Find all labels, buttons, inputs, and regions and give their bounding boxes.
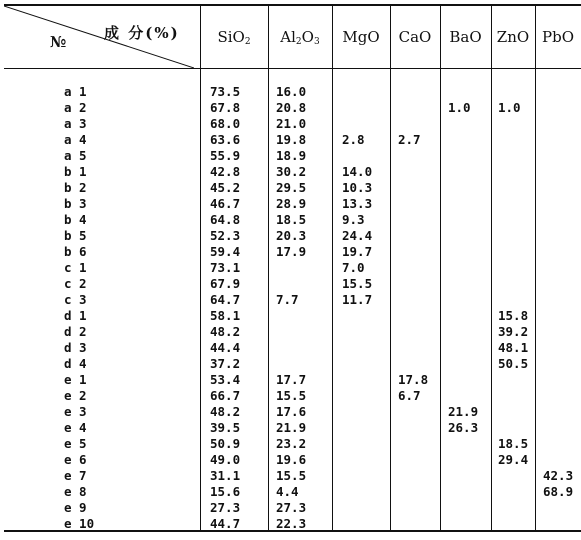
table-cell-sio2: 45.2 [210, 180, 241, 195]
table-cell-al2o3: 7.7 [276, 292, 299, 307]
table-cell-mgo: 11.7 [342, 292, 373, 307]
number-header: № [50, 33, 67, 51]
table-cell-sio2: 64.8 [210, 212, 241, 227]
table-cell-bao: 21.9 [448, 404, 479, 419]
table-cell-al2o3: 23.2 [276, 436, 307, 451]
table-cell-al2o3: 19.6 [276, 452, 307, 467]
table-cell-al2o3: 17.7 [276, 372, 307, 387]
row-label: a 3 [64, 116, 87, 131]
table-cell-al2o3: 17.9 [276, 244, 307, 259]
table-cell-al2o3: 28.9 [276, 196, 307, 211]
row-label: e 4 [64, 420, 87, 435]
table-cell-al2o3: 21.0 [276, 116, 307, 131]
table-cell-sio2: 53.4 [210, 372, 241, 387]
column-header-mgo: MgO [342, 28, 380, 46]
table-cell-sio2: 27.3 [210, 500, 241, 515]
table-cell-sio2: 52.3 [210, 228, 241, 243]
column-header-cao: CaO [398, 28, 432, 46]
table-cell-cao: 17.8 [398, 372, 429, 387]
table-cell-sio2: 42.8 [210, 164, 241, 179]
row-label: d 3 [64, 340, 87, 355]
row-label: d 1 [64, 308, 87, 323]
table-cell-mgo: 19.7 [342, 244, 373, 259]
table-cell-al2o3: 21.9 [276, 420, 307, 435]
table-cell-zno: 1.0 [498, 100, 521, 115]
column-divider [200, 4, 201, 530]
table-cell-sio2: 48.2 [210, 324, 241, 339]
table-cell-mgo: 13.3 [342, 196, 373, 211]
header-rule [4, 68, 581, 69]
column-header-sio2: SiO$_2$ [217, 28, 251, 47]
table-cell-al2o3: 20.8 [276, 100, 307, 115]
composition-table [4, 0, 581, 540]
row-label: a 5 [64, 148, 87, 163]
table-cell-pbo: 42.3 [543, 468, 574, 483]
table-cell-zno: 39.2 [498, 324, 529, 339]
table-cell-zno: 29.4 [498, 452, 529, 467]
column-divider [535, 4, 536, 530]
table-cell-al2o3: 30.2 [276, 164, 307, 179]
row-label: b 5 [64, 228, 87, 243]
column-divider [491, 4, 492, 530]
row-label: c 1 [64, 260, 87, 275]
table-cell-al2o3: 18.5 [276, 212, 307, 227]
table-cell-al2o3: 17.6 [276, 404, 307, 419]
row-label: d 4 [64, 356, 87, 371]
row-label: e 10 [64, 516, 95, 531]
table-cell-al2o3: 29.5 [276, 180, 307, 195]
table-cell-sio2: 46.7 [210, 196, 241, 211]
row-label: a 1 [64, 84, 87, 99]
table-cell-cao: 6.7 [398, 388, 421, 403]
table-cell-mgo: 14.0 [342, 164, 373, 179]
row-label: e 5 [64, 436, 87, 451]
table-cell-cao: 2.7 [398, 132, 421, 147]
row-label: e 2 [64, 388, 87, 403]
column-header-pbo: PbO [542, 28, 574, 46]
table-cell-bao: 26.3 [448, 420, 479, 435]
table-cell-mgo: 24.4 [342, 228, 373, 243]
column-header-bao: BaO [449, 28, 482, 46]
table-cell-zno: 18.5 [498, 436, 529, 451]
table-cell-sio2: 63.6 [210, 132, 241, 147]
row-label: b 1 [64, 164, 87, 179]
row-label: e 9 [64, 500, 87, 515]
table-cell-al2o3: 20.3 [276, 228, 307, 243]
table-cell-al2o3: 18.9 [276, 148, 307, 163]
row-label: e 6 [64, 452, 87, 467]
row-label: d 2 [64, 324, 87, 339]
table-cell-mgo: 2.8 [342, 132, 365, 147]
table-cell-zno: 15.8 [498, 308, 529, 323]
table-cell-sio2: 48.2 [210, 404, 241, 419]
row-label: e 1 [64, 372, 87, 387]
row-label: c 3 [64, 292, 87, 307]
column-header-al2o3: $Al_2O_3$ [280, 28, 320, 47]
table-cell-sio2: 15.6 [210, 484, 241, 499]
table-cell-mgo: 9.3 [342, 212, 365, 227]
table-cell-sio2: 49.0 [210, 452, 241, 467]
row-label: e 7 [64, 468, 87, 483]
row-label: b 4 [64, 212, 87, 227]
table-cell-sio2: 64.7 [210, 292, 241, 307]
table-cell-sio2: 31.1 [210, 468, 241, 483]
table-cell-al2o3: 27.3 [276, 500, 307, 515]
table-cell-al2o3: 22.3 [276, 516, 307, 531]
row-label: b 3 [64, 196, 87, 211]
component-header: 成 分(%) [104, 24, 180, 42]
table-cell-sio2: 73.1 [210, 260, 241, 275]
row-label: c 2 [64, 276, 87, 291]
column-divider [332, 4, 333, 530]
row-label: b 6 [64, 244, 87, 259]
table-cell-sio2: 44.7 [210, 516, 241, 531]
table-cell-sio2: 44.4 [210, 340, 241, 355]
column-divider [440, 4, 441, 530]
row-label: a 4 [64, 132, 87, 147]
table-cell-sio2: 73.5 [210, 84, 241, 99]
row-label: e 3 [64, 404, 87, 419]
table-cell-al2o3: 19.8 [276, 132, 307, 147]
column-divider [268, 4, 269, 530]
table-cell-sio2: 37.2 [210, 356, 241, 371]
table-cell-sio2: 66.7 [210, 388, 241, 403]
table-cell-mgo: 15.5 [342, 276, 373, 291]
table-cell-sio2: 39.5 [210, 420, 241, 435]
table-cell-mgo: 7.0 [342, 260, 365, 275]
table-cell-sio2: 55.9 [210, 148, 241, 163]
table-cell-sio2: 59.4 [210, 244, 241, 259]
table-cell-al2o3: 15.5 [276, 388, 307, 403]
table-cell-sio2: 50.9 [210, 436, 241, 451]
table-cell-al2o3: 4.4 [276, 484, 299, 499]
column-header-zno: ZnO [496, 28, 530, 46]
table-cell-mgo: 10.3 [342, 180, 373, 195]
table-cell-sio2: 68.0 [210, 116, 241, 131]
row-label: a 2 [64, 100, 87, 115]
table-cell-pbo: 68.9 [543, 484, 574, 499]
table-cell-bao: 1.0 [448, 100, 471, 115]
table-cell-sio2: 58.1 [210, 308, 241, 323]
row-label: e 8 [64, 484, 87, 499]
table-cell-zno: 50.5 [498, 356, 529, 371]
table-cell-sio2: 67.8 [210, 100, 241, 115]
table-cell-sio2: 67.9 [210, 276, 241, 291]
table-cell-al2o3: 16.0 [276, 84, 307, 99]
column-divider [390, 4, 391, 530]
table-cell-al2o3: 15.5 [276, 468, 307, 483]
row-label: b 2 [64, 180, 87, 195]
table-cell-zno: 48.1 [498, 340, 529, 355]
